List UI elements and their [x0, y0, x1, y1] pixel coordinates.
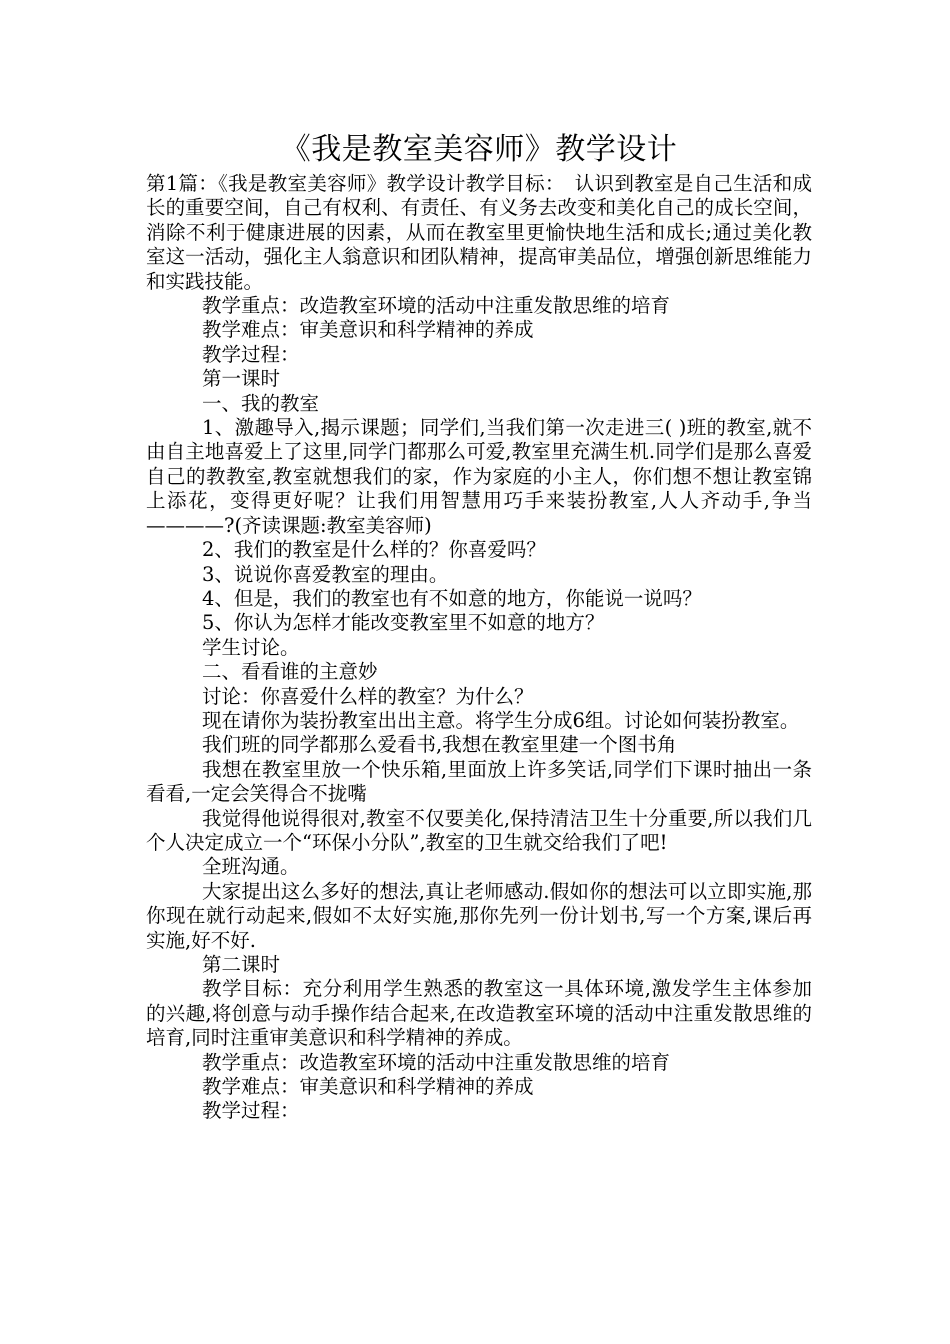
- paragraph: 教学重点：改造教室环境的活动中注重发散思维的培育: [202, 1050, 671, 1074]
- paragraph: 第二课时: [202, 953, 281, 976]
- paragraph: 学生讨论。: [202, 635, 300, 659]
- paragraph: 我想在教室里放一个快乐箱,里面放上许多笑话,同学们下课时抽出一条看看,一定会笑得合不拢嘴: [146, 757, 812, 806]
- paragraph: 第一课时: [202, 367, 281, 391]
- document-title: 《我是教室美容师》教学设计: [280, 132, 678, 167]
- paragraph: 教学难点：审美意识和科学精神的养成: [202, 1075, 534, 1099]
- paragraph: 1、激趣导入,揭示课题；同学们,当我们第一次走进三( )班的教室,就不由自主地喜爱上了这里,同学门都那么可爱,教室里充满生机.同学们是那么喜爱自己的教教室,教室就想我们的家，作为家庭的小主人，你们想不想让教室锦上添花，变得更好呢？让我们用智慧用巧手来装扮教室,人人齐动手,争当————?(齐读课题:教室美容师): [146, 416, 812, 537]
- paragraph: 3、说说你喜爱教室的理由。: [202, 562, 449, 586]
- paragraph: 5、你认为怎样才能改变教室里不如意的地方？: [202, 611, 605, 635]
- paragraph: 教学重点：改造教室环境的活动中注重发散思维的培育: [202, 294, 671, 318]
- paragraph: 现在请你为装扮教室出出主意。将学生分成6组。讨论如何装扮教室。: [202, 708, 800, 732]
- paragraph: 第1篇：《我是教室美容师》教学设计教学目标： 认识到教室是自己生活和成长的重要空间，自己有权利、有责任、有义务去改变和美化自己的成长空间，消除不利于健康进展的因素，从而在教室里更愉快地生活和成长;通过美化教室这一活动，强化主人翁意识和团队精神，提高审美品位，增强创新思维能力和实践技能。: [146, 172, 812, 293]
- paragraph: 讨论：你喜爱什么样的教室？为什么？: [202, 684, 534, 708]
- paragraph: 大家提出这么多好的想法,真让老师感动.假如你的想法可以立即实施,那你现在就行动起来,假如不太好实施,那你先列一份计划书,写一个方案,课后再实施,好不好.: [146, 879, 812, 952]
- paragraph: 一、我的教室: [202, 391, 320, 415]
- document-body: [146, 172, 812, 1124]
- paragraph: 教学难点：审美意识和科学精神的养成: [202, 318, 534, 342]
- document-page: [146, 130, 812, 1124]
- paragraph: 我们班的同学都那么爱看书,我想在教室里建一个图书角: [202, 733, 677, 757]
- paragraph: 教学目标：充分利用学生熟悉的教室这一具体环境,激发学生主体参加的兴趣,将创意与动手操作结合起来,在改造教室环境的活动中注重发散思维的培育,同时注重审美意识和科学精神的养成。: [146, 977, 812, 1050]
- paragraph: 教学过程：: [202, 342, 300, 366]
- paragraph: 全班沟通。: [202, 855, 300, 879]
- paragraph: 2、我们的教室是什么样的？你喜爱吗？: [202, 538, 546, 562]
- paragraph: 教学过程：: [202, 1099, 300, 1123]
- paragraph: 4、但是，我们的教室也有不如意的地方，你能说一说吗？: [202, 586, 702, 610]
- paragraph: 二、看看谁的主意妙: [202, 660, 378, 684]
- paragraph: 我觉得他说得很对,教室不仅要美化,保持清洁卫生十分重要,所以我们几个人决定成立一个“环保小分队”,教室的卫生就交给我们了吧!: [146, 806, 812, 854]
